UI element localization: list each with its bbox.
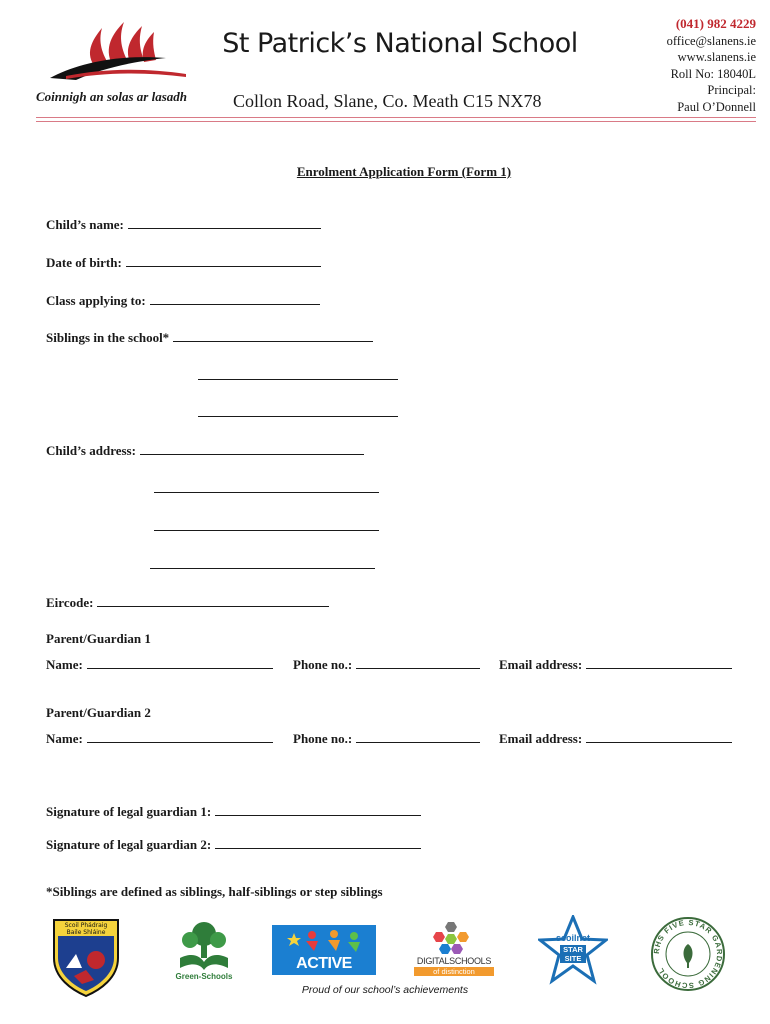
crest-text: Scoil Phádraig Baile Shláine xyxy=(64,922,108,936)
address-line-2[interactable] xyxy=(154,492,379,493)
active-school-badge xyxy=(272,925,376,990)
childs-address-label: Child’s address: xyxy=(46,443,136,458)
digital-schools-label-2: of distinction xyxy=(414,967,494,976)
siblings-line-2[interactable] xyxy=(198,379,398,380)
scoilnet-label: scoilnet xyxy=(555,933,590,943)
class-applying-label: Class applying to: xyxy=(46,293,146,308)
scoilnet-star-badge xyxy=(538,915,608,985)
header-rule-bottom xyxy=(36,121,756,122)
address-line-1[interactable] xyxy=(140,442,364,455)
guardian-1-phone-field[interactable] xyxy=(293,656,480,673)
class-applying-line[interactable] xyxy=(150,292,320,305)
guardian-2-phone-label: Phone no.: xyxy=(293,731,353,746)
guardian-2-phone-field[interactable] xyxy=(293,730,480,747)
eircode-field[interactable] xyxy=(46,594,329,611)
guardian-2-email-line[interactable] xyxy=(586,730,732,743)
childs-name-field[interactable] xyxy=(46,216,321,233)
scoilnet-site-label: SITE xyxy=(560,954,586,963)
guardian-2-name-field[interactable] xyxy=(46,730,273,747)
contact-phone: (041) 982 4229 xyxy=(675,16,756,31)
guardian-1-email-field[interactable] xyxy=(499,656,732,673)
guardian-1-heading: Parent/Guardian 1 xyxy=(46,631,151,646)
form-title: Enrolment Application Form (Form 1) xyxy=(296,164,512,179)
dob-line[interactable] xyxy=(126,254,321,267)
guardian-1-name-label: Name: xyxy=(46,657,83,672)
principal-name: Paul O’Donnell xyxy=(677,99,756,114)
scoilnet-star-label: STAR xyxy=(560,945,586,954)
roll-number: Roll No: 18040L xyxy=(670,66,756,81)
guardian-1-email-label: Email address: xyxy=(499,657,583,672)
siblings-line-3[interactable] xyxy=(198,416,398,417)
rhs-gardening-badge xyxy=(650,916,726,992)
siblings-line-1[interactable] xyxy=(173,329,373,342)
guardian-2-name-label: Name: xyxy=(46,731,83,746)
siblings-label: Siblings in the school* xyxy=(46,330,170,345)
childs-name-line[interactable] xyxy=(128,216,321,229)
signature-2-label: Signature of legal guardian 2: xyxy=(46,837,212,852)
signature-2-line[interactable] xyxy=(215,836,421,849)
guardian-2-email-field[interactable] xyxy=(499,730,732,747)
class-applying-field[interactable] xyxy=(46,292,320,309)
signature-1-field[interactable] xyxy=(46,803,421,820)
school-motto: Coinnigh an solas ar lasadh xyxy=(36,89,188,104)
guardian-2-phone-line[interactable] xyxy=(356,730,480,743)
guardian-2-heading: Parent/Guardian 2 xyxy=(46,705,151,720)
guardian-1-email-line[interactable] xyxy=(586,656,732,669)
dob-field[interactable] xyxy=(46,254,321,271)
active-school-label: ACTIVE SCHOOL xyxy=(291,955,357,990)
guardian-1-name-line[interactable] xyxy=(87,656,273,669)
address-line-4[interactable] xyxy=(150,568,375,569)
dob-label: Date of birth: xyxy=(46,255,122,270)
address-line-3[interactable] xyxy=(154,530,379,531)
achievements-caption: Proud of our school’s achievements xyxy=(301,984,469,996)
school-address: Collon Road, Slane, Co. Meath C15 NX78 xyxy=(233,91,542,111)
signature-1-line[interactable] xyxy=(215,803,421,816)
guardian-2-name-line[interactable] xyxy=(87,730,273,743)
contact-email[interactable]: office@slanens.ie xyxy=(666,33,756,48)
eircode-line[interactable] xyxy=(97,594,329,607)
digital-schools-label-1: DIGITALSCHOOLS xyxy=(416,956,492,966)
header-rule-top xyxy=(36,117,756,118)
guardian-1-phone-line[interactable] xyxy=(356,656,480,669)
guardian-2-email-label: Email address: xyxy=(499,731,583,746)
contact-website[interactable]: www.slanens.ie xyxy=(677,50,756,64)
digital-schools-badge xyxy=(410,920,498,980)
siblings-footnote: *Siblings are defined as siblings, half-siblings or step siblings xyxy=(46,884,383,899)
eircode-label: Eircode: xyxy=(46,595,94,610)
signature-1-label: Signature of legal guardian 1: xyxy=(46,804,212,819)
guardian-1-phone-label: Phone no.: xyxy=(293,657,353,672)
childs-name-label: Child’s name: xyxy=(46,217,124,232)
siblings-field[interactable] xyxy=(46,329,373,346)
principal-label: Principal: xyxy=(707,83,756,97)
contact-block xyxy=(667,16,756,115)
guardian-1-name-field[interactable] xyxy=(46,656,273,673)
green-schools-label: Green-Schools xyxy=(175,972,233,981)
rhs-badge-text: RHS FIVE STAR GARDENING SCHOOL xyxy=(651,917,725,991)
green-schools-badge xyxy=(172,918,236,984)
childs-address-field[interactable] xyxy=(46,442,364,459)
school-logo xyxy=(36,14,206,94)
school-name: St Patrick’s National School xyxy=(222,28,578,59)
signature-2-field[interactable] xyxy=(46,836,421,853)
